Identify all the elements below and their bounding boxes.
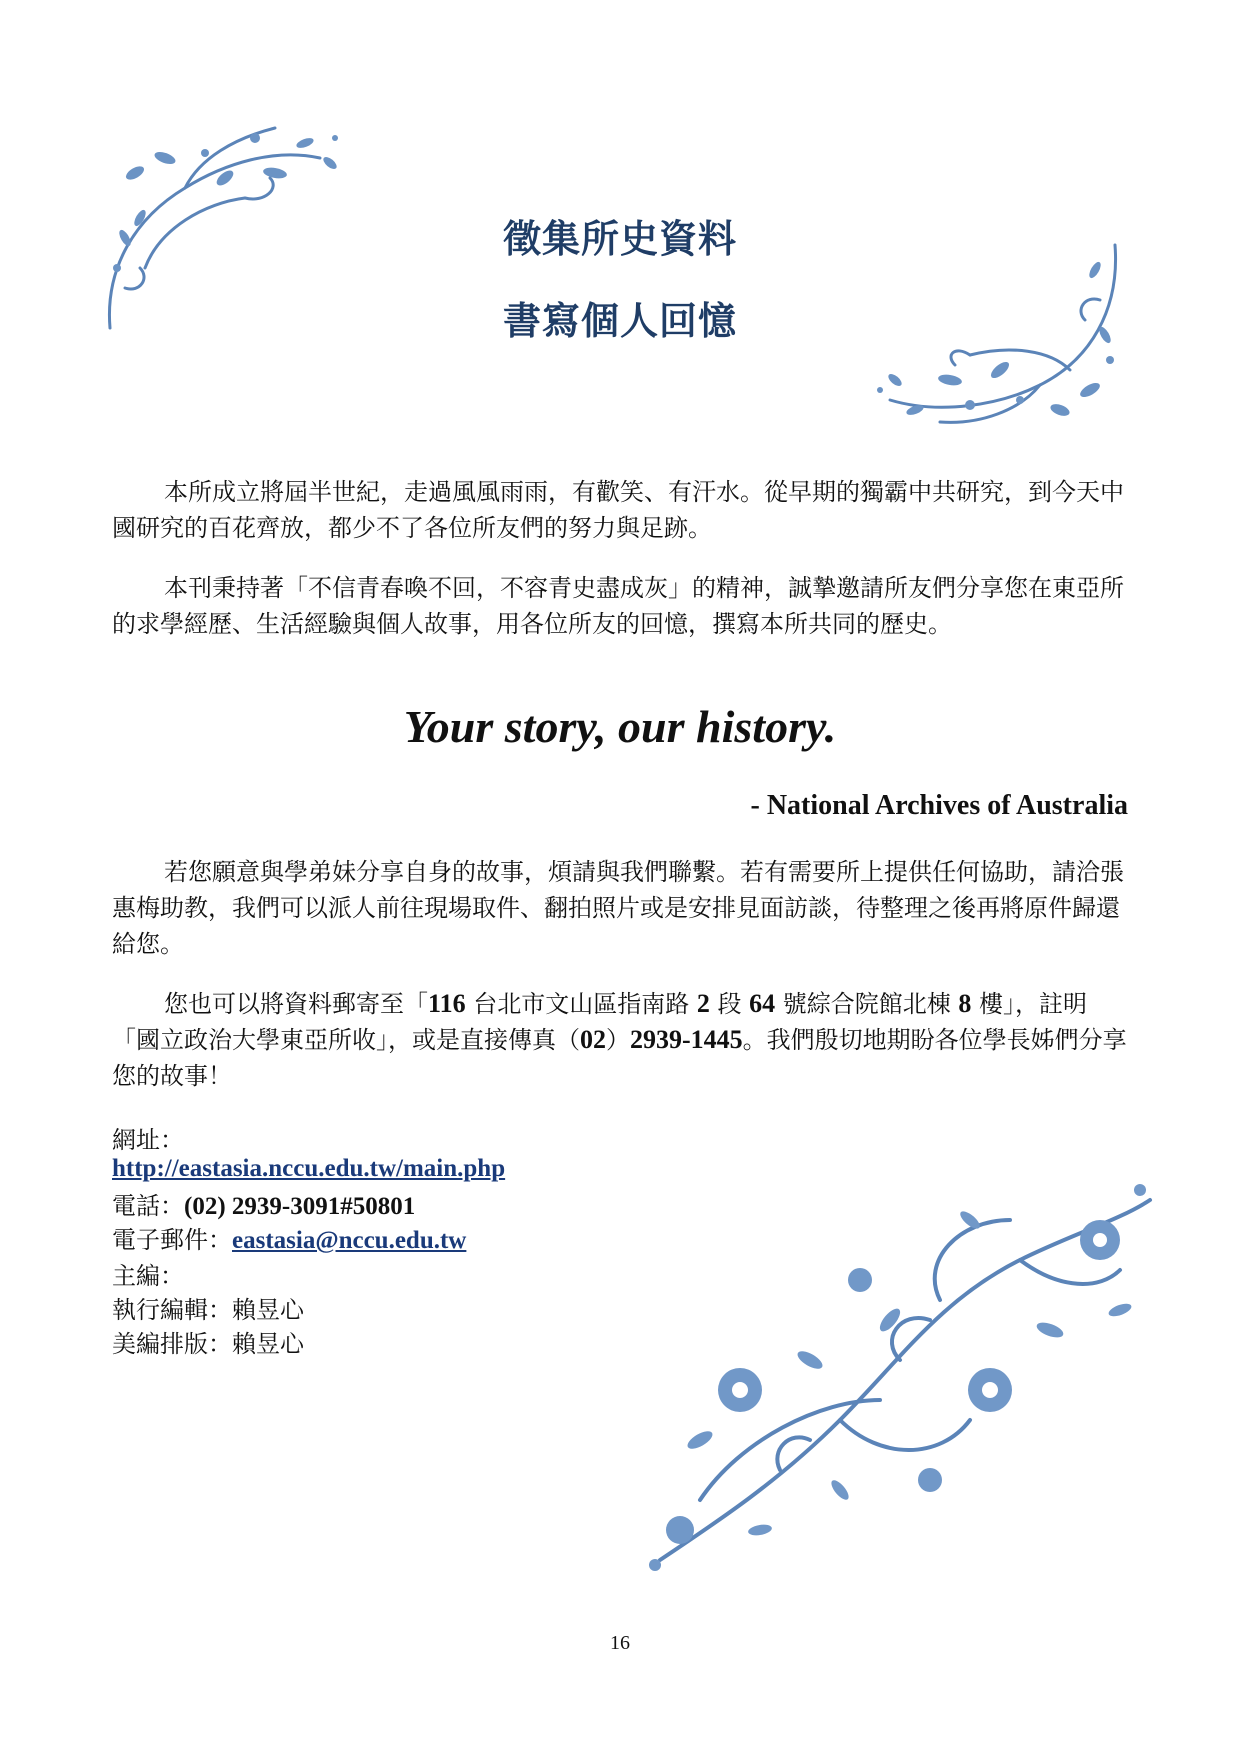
exec-editor-name: 賴昱心	[232, 1296, 304, 1324]
quote-text: Your story, our history.	[403, 701, 837, 752]
email-link[interactable]: eastasia@nccu.edu.tw	[232, 1227, 467, 1254]
email-row	[112, 1220, 466, 1255]
exec-editor-row: 執行編輯：賴昱心	[112, 1296, 304, 1324]
phone-row	[112, 1186, 415, 1221]
paragraph-mailing-address: 您也可以將資料郵寄至「116 台北市文山區指南路 2 段 64 號綜合院館北棟 8 樓」，註明「國立政治大學東亞所收」，或是直接傳真（02）2939-1445。我們殷切地期盼各位學長姊們分享您的故事！	[112, 989, 1127, 1090]
paragraph-contact-request: 若您願意與學弟妹分享自身的故事，煩請與我們聯繫。若有需要所上提供任何協助，請洽張惠梅助教，我們可以派人前往現場取件、翻拍照片或是安排見面訪談，待整理之後再將原件歸還給您。	[112, 858, 1124, 958]
quote-attribution: - National Archives of Australia	[750, 790, 1128, 821]
floral-ornament-bottom-right	[640, 1160, 1160, 1580]
editor-label: 主編：	[112, 1262, 184, 1290]
layout-editor-row: 美編排版：賴昱心	[112, 1330, 304, 1358]
page-number: 16	[610, 1632, 630, 1654]
phone-label: 電話：	[112, 1192, 184, 1220]
paragraph-intro: 本所成立將屆半世紀，走過風風雨雨，有歡笑、有汗水。從早期的獨霸中共研究，到今天中國研究的百花齊放，都少不了各位所友們的努力與足跡。	[112, 478, 1124, 542]
website-link[interactable]: http://eastasia.nccu.edu.tw/main.php	[112, 1155, 506, 1182]
email-label: 電子郵件：	[112, 1226, 232, 1254]
phone-value: (02) 2939-3091#50801	[184, 1193, 416, 1220]
website-link-row	[112, 1154, 505, 1183]
title-line-1: 徵集所史資料	[502, 217, 737, 261]
website-label: 網址：	[112, 1126, 184, 1154]
paragraph-invitation: 本刊秉持著「不信青春喚不回，不容青史盡成灰」的精神，誠摯邀請所友們分享您在東亞所的求學經歷、生活經驗與個人故事，用各位所友的回憶，撰寫本所共同的歷史。	[112, 574, 1124, 638]
layout-editor-name: 賴昱心	[232, 1330, 304, 1358]
title-line-2: 書寫個人回憶	[502, 299, 737, 343]
